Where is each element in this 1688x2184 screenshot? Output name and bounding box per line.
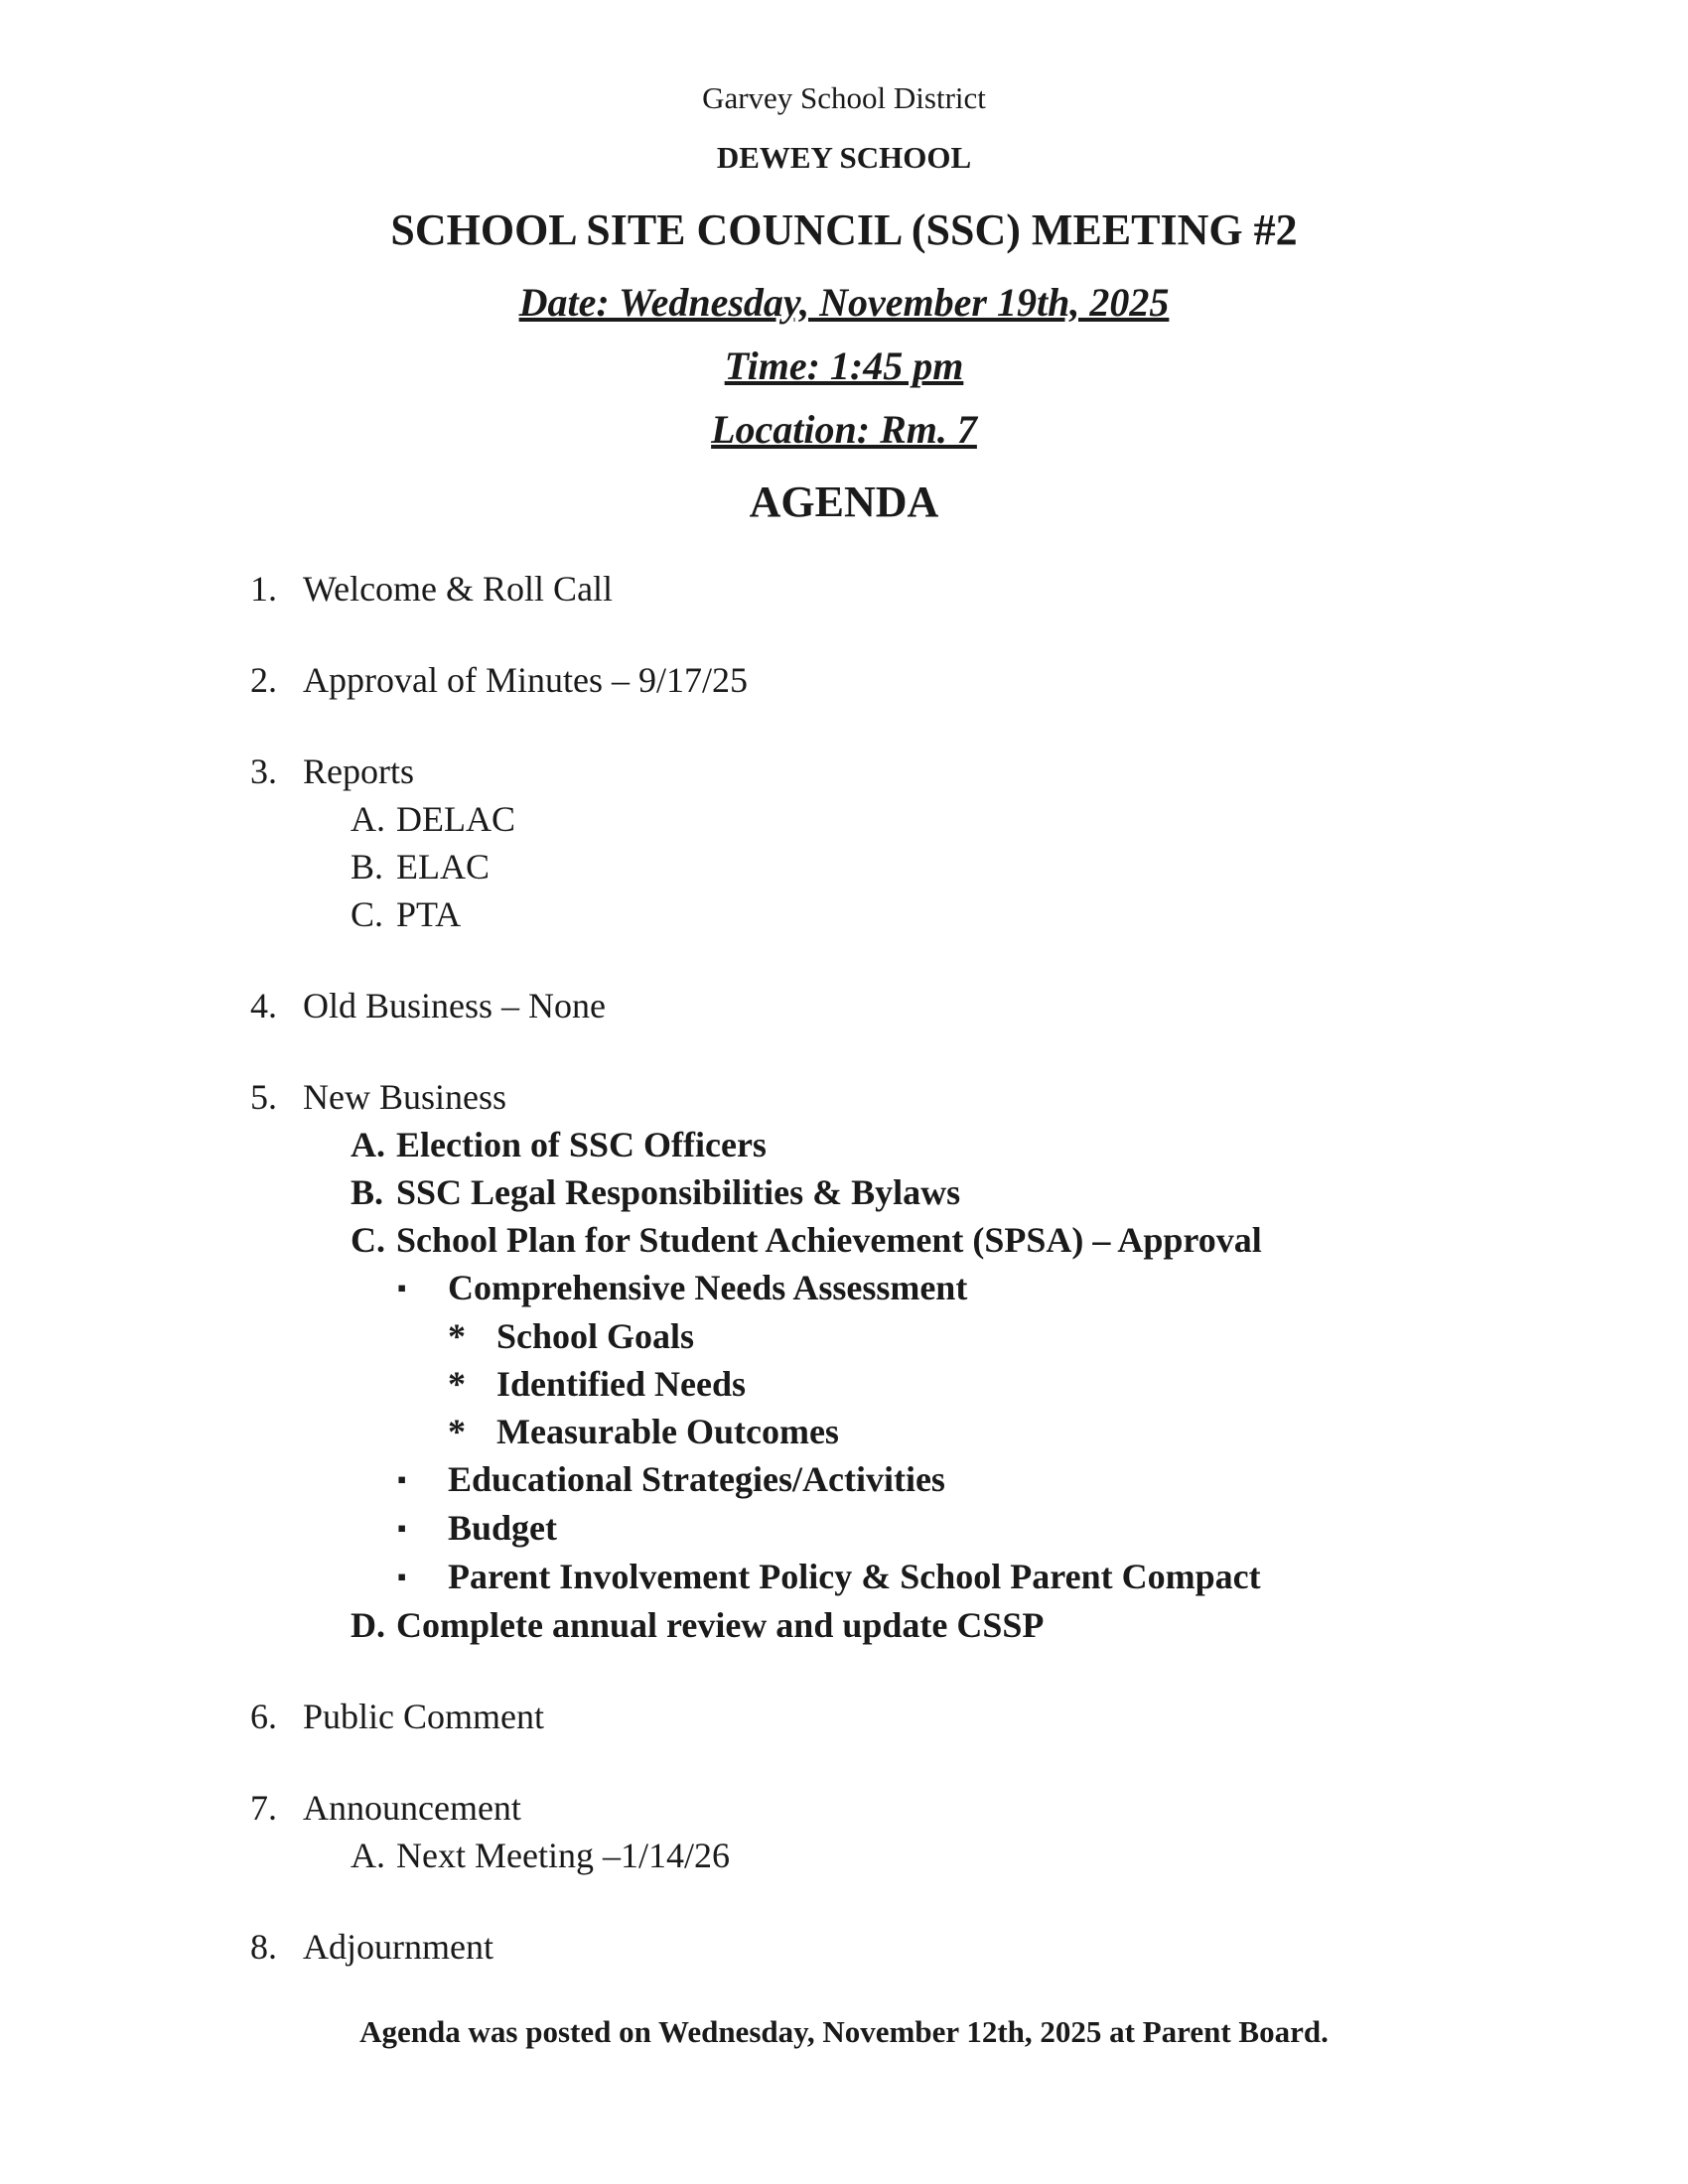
item-text: Public Comment <box>303 1697 544 1737</box>
star-text: Identified Needs <box>496 1364 746 1405</box>
agenda-subitem-election <box>0 1121 1688 1168</box>
meeting-location: Location: Rm. 7 <box>711 407 977 453</box>
meeting-time: Time: 1:45 pm <box>724 343 964 389</box>
agenda-star-school-goals <box>0 1312 1688 1360</box>
agenda-subitem-delac <box>0 795 1688 843</box>
agenda-item-old-business <box>0 982 1688 1029</box>
square-bullet-icon <box>397 1264 448 1312</box>
meeting-title: SCHOOL SITE COUNCIL (SSC) MEETING #2 <box>390 205 1298 254</box>
item-text: New Business <box>303 1077 506 1118</box>
item-text: Welcome & Roll Call <box>303 569 614 610</box>
item-number: 5. <box>250 1077 277 1118</box>
item-number: 3. <box>250 751 277 792</box>
asterisk-bullet-icon: * <box>448 1364 466 1405</box>
star-text: Measurable Outcomes <box>496 1412 839 1452</box>
subitem-text: DELAC <box>396 799 515 840</box>
document-header <box>0 77 1688 529</box>
item-number: 4. <box>250 986 277 1026</box>
agenda-item-welcome <box>0 565 1688 613</box>
agenda-subitem-next-meeting <box>0 1832 1688 1879</box>
agenda-heading: AGENDA <box>749 478 939 527</box>
agenda-subitem-spsa <box>0 1216 1688 1264</box>
bullet-text: Educational Strategies/Activities <box>448 1459 945 1500</box>
item-number: 7. <box>250 1788 277 1829</box>
item-number: 1. <box>250 569 277 610</box>
subitem-letter: B. <box>351 847 384 887</box>
posted-note: Agenda was posted on Wednesday, November 12th, 2025 at Parent Board. <box>359 2014 1329 2050</box>
item-text: Old Business – None <box>303 986 606 1026</box>
subitem-text: Election of SSC Officers <box>396 1125 767 1165</box>
agenda-item-new-business <box>0 1073 1688 1121</box>
bullet-glyph: ▪ <box>397 1563 407 1592</box>
item-number: 6. <box>250 1697 277 1737</box>
item-text: Approval of Minutes – 9/17/25 <box>303 660 748 701</box>
star-text: School Goals <box>496 1316 695 1357</box>
bullet-glyph: ▪ <box>397 1274 407 1303</box>
subitem-letter: A. <box>351 1125 385 1165</box>
subitem-letter: C. <box>351 1220 385 1261</box>
agenda-list <box>0 565 1688 1971</box>
square-bullet-icon <box>397 1553 448 1601</box>
meeting-date: Date: Wednesday, November 19th, 2025 <box>518 280 1170 326</box>
agenda-subitem-pta <box>0 890 1688 938</box>
item-text: Reports <box>303 751 414 792</box>
school-name: DEWEY SCHOOL <box>716 139 972 175</box>
subitem-text: SSC Legal Responsibilities & Bylaws <box>396 1172 961 1213</box>
asterisk-bullet-icon: * <box>448 1316 466 1357</box>
agenda-bullet-needs-assessment <box>0 1264 1688 1312</box>
agenda-star-identified-needs <box>0 1360 1688 1408</box>
subitem-text: Complete annual review and update CSSP <box>396 1605 1045 1646</box>
district-name: Garvey School District <box>702 80 986 115</box>
square-bullet-icon <box>397 1455 448 1504</box>
item-text: Adjournment <box>303 1927 493 1968</box>
subitem-letter: A. <box>351 799 385 840</box>
subitem-text: PTA <box>396 894 462 935</box>
agenda-bullet-strategies <box>0 1455 1688 1504</box>
bullet-text: Budget <box>448 1508 558 1549</box>
agenda-bullet-budget <box>0 1504 1688 1553</box>
subitem-letter: A. <box>351 1836 385 1876</box>
subitem-letter: D. <box>351 1605 385 1646</box>
item-number: 2. <box>250 660 277 701</box>
subitem-text: Next Meeting –1/14/26 <box>396 1836 730 1876</box>
bullet-glyph: ▪ <box>397 1465 407 1495</box>
square-bullet-icon <box>397 1504 448 1553</box>
subitem-text: ELAC <box>396 847 490 887</box>
subitem-text: School Plan for Student Achievement (SPSA) – Approval <box>396 1220 1262 1261</box>
subitem-letter: B. <box>351 1172 384 1213</box>
subitem-letter: C. <box>351 894 384 935</box>
agenda-item-adjournment <box>0 1923 1688 1971</box>
bullet-glyph: ▪ <box>397 1514 407 1544</box>
agenda-item-public-comment <box>0 1693 1688 1740</box>
agenda-star-measurable-outcomes <box>0 1408 1688 1455</box>
asterisk-bullet-icon: * <box>448 1412 466 1452</box>
item-number: 8. <box>250 1927 277 1968</box>
item-text: Announcement <box>303 1788 521 1829</box>
document-footer <box>0 2012 1688 2052</box>
agenda-subitem-elac <box>0 843 1688 890</box>
bullet-text: Comprehensive Needs Assessment <box>448 1268 968 1308</box>
agenda-item-minutes <box>0 656 1688 704</box>
agenda-subitem-bylaws <box>0 1168 1688 1216</box>
agenda-subitem-cssp <box>0 1601 1688 1649</box>
agenda-bullet-parent-involvement <box>0 1553 1688 1601</box>
bullet-text: Parent Involvement Policy & School Parent Compact <box>448 1557 1261 1597</box>
agenda-item-announcement <box>0 1784 1688 1832</box>
agenda-item-reports <box>0 748 1688 795</box>
